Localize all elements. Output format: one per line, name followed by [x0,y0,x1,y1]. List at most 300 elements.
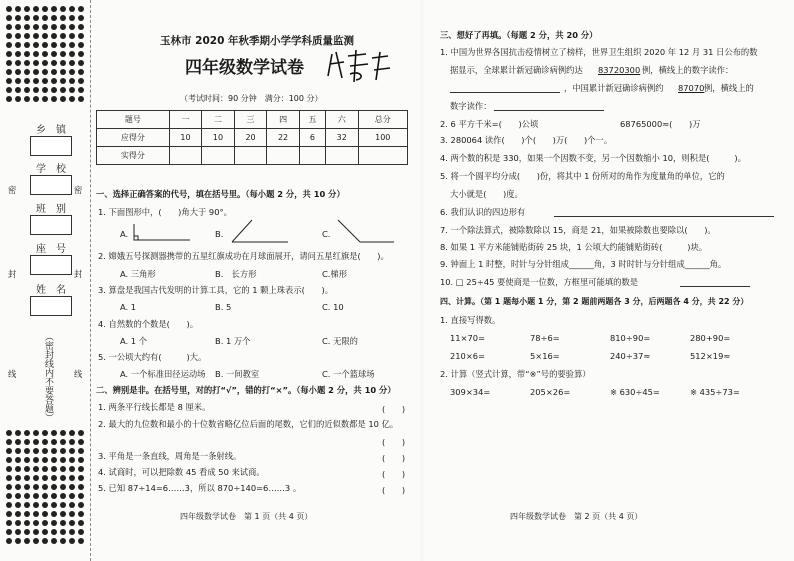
decorative-dot [78,511,84,517]
decorative-dot [69,87,75,93]
decorative-dot [78,520,84,526]
score-input[interactable] [326,147,359,165]
decorative-dot [51,493,57,499]
table-cell: 二 [202,111,235,129]
decorative-dot [78,538,84,544]
s1-q3-opt-b[interactable]: B. 5 [215,302,232,312]
decorative-dot [78,484,84,490]
decorative-dot [51,33,57,39]
calc-item: 280+90= [690,333,731,343]
decorative-dot [15,6,21,12]
s2-item-5: 5. 已知 87÷14=6……3，所以 870÷140=6……3 。 [98,483,302,493]
score-table-actual-row [97,147,408,165]
page-footer-right: 四年级数学试卷 第 2 页（共 4 页） [510,512,643,521]
s2-item-3: 3. 平角是一条直线，周角是一条射线。 [98,451,242,461]
seal-char-3: 线 [8,369,17,379]
decorative-dot [69,511,75,517]
decorative-dot [51,24,57,30]
s2-answer-5[interactable]: ( ) [382,485,406,495]
decorative-dot [78,42,84,48]
s1-q1-opt-c[interactable]: C. [322,229,331,239]
decorative-dot [78,466,84,472]
decorative-dot [42,502,48,508]
decorative-dot [42,493,48,499]
decorative-dot [33,78,39,84]
decorative-dot [33,15,39,21]
decorative-dot [42,6,48,12]
s1-q1: 1. 下面图形中，( )角大于 90°。 [98,207,232,217]
calc-item: 205×26= [530,387,571,397]
decorative-dot [42,24,48,30]
table-cell: 实得分 [97,147,170,165]
decorative-dot [6,87,12,93]
decorative-dot [42,430,48,436]
decorative-dot [78,51,84,57]
table-cell: 总分 [358,111,407,129]
section4-heading: 四、计算。（第 1 题每小题 1 分，第 2 题前两题各 3 分，后两题各 4 分，共 22 分） [440,297,749,306]
s1-q5-opt-b[interactable]: B. 一间教室 [215,369,260,379]
decorative-dot [60,15,66,21]
s3-q1-line2b: 例，横线上的数字读作： [642,65,734,75]
class-field[interactable] [30,215,72,235]
decorative-dot [33,24,39,30]
decorative-dot [78,96,84,102]
seal-line [90,0,91,561]
s2-answer-4[interactable]: ( ) [382,469,406,479]
decorative-dot [42,51,48,57]
decorative-dot [60,96,66,102]
decorative-dot [69,96,75,102]
s3-q1-blank2[interactable] [494,110,604,111]
decorative-dot [24,87,30,93]
decorative-dot [51,6,57,12]
table-cell: 20 [234,129,267,147]
s1-q3-opt-a[interactable]: A. 1 [120,302,137,312]
decorative-dot [51,96,57,102]
decorative-dot [60,529,66,535]
decorative-dot [69,493,75,499]
decorative-dot [60,87,66,93]
decorative-dot [24,78,30,84]
section1-heading: 一、选择正确答案的代号，填在括号里。（每小题 2 分，共 10 分） [96,189,345,199]
decorative-dot [78,457,84,463]
s1-q4-opt-c[interactable]: C. 无限的 [322,336,358,346]
decorative-dot [51,78,57,84]
decorative-dot [60,448,66,454]
decorative-dot [51,538,57,544]
s1-q1-opt-b[interactable]: B. [215,229,224,239]
score-input[interactable] [202,147,235,165]
decorative-dot [69,51,75,57]
s3-q8: 8. 如果 1 平方米能铺贴街砖 25 块，1 公顷大约能铺贴街砖( )块。 [440,242,708,252]
decorative-dot [42,87,48,93]
decorative-dot [69,430,75,436]
table-cell: 6 [299,129,325,147]
signature-image [326,48,394,84]
table-cell: 10 [202,129,235,147]
seal-char-4: 密 [74,185,83,195]
decorative-dot [24,51,30,57]
s1-q2-opt-b[interactable]: B. 长方形 [215,269,257,279]
decorative-dot [51,42,57,48]
decorative-dot [33,51,39,57]
decorative-dot [15,448,21,454]
section2-heading: 二、辨别是非。在括号里，对的打“√”，错的打“×”。（每小题 2 分，共 10 分） [96,385,396,395]
s1-q3-opt-c[interactable]: C. 10 [322,302,344,312]
decorative-dot [15,69,21,75]
decorative-dot [6,6,12,12]
decorative-dot [33,69,39,75]
s3-q2b: 68765000≈( )万 [620,119,701,129]
decorative-dot [24,457,30,463]
decorative-dot [42,448,48,454]
calc-item: 5×16= [530,351,560,361]
s3-q9: 9. 钟面上 1 时整，时针与分针组成______角，3 时时针与分针组成______角。 [440,259,727,269]
s1-q2-opt-c[interactable]: C.梯形 [322,269,348,279]
table-cell: 五 [299,111,325,129]
decorative-dot [15,466,21,472]
decorative-dot [15,96,21,102]
decorative-dot [33,448,39,454]
decorative-dot [6,69,12,75]
decorative-dot [60,493,66,499]
decorative-dot [60,51,66,57]
calc-item: 210×6= [450,351,486,361]
decorative-dot [69,24,75,30]
decorative-dot [78,439,84,445]
s1-q3: 3. 算盘是我国古代发明的计算工具，它的 1 颗上珠表示( )。 [98,285,334,295]
decorative-dot [15,15,21,21]
decorative-dot [60,42,66,48]
decorative-dot [51,430,57,436]
seal-char-1: 密 [8,185,17,195]
decorative-dot [69,439,75,445]
decorative-dot [69,6,75,12]
decorative-dot [6,457,12,463]
s2-answer-2[interactable]: ( ) [382,437,406,447]
decorative-dot [33,457,39,463]
s1-q5-opt-c[interactable]: C. 一个篮球场 [322,369,375,379]
decorative-dot [6,42,12,48]
decorative-dot [51,439,57,445]
exam-title: 四年级数学试卷 [185,58,304,78]
decorative-dot [42,484,48,490]
decorative-dot [69,69,75,75]
decorative-dot [24,511,30,517]
decorative-dot [60,33,66,39]
score-input[interactable] [234,147,267,165]
table-cell: 10 [169,129,202,147]
decorative-dot [78,33,84,39]
s1-q2: 2. 嫦娥五号探测器携带的五星红旗成功在月球面展开，请问五星红旗是( )。 [98,251,389,261]
decorative-dot [6,439,12,445]
side-label-township: 乡 镇 [36,125,66,136]
decorative-dot [60,6,66,12]
decorative-dot [42,69,48,75]
table-cell: 六 [326,111,359,129]
decorative-dot [6,475,12,481]
decorative-dot [33,475,39,481]
s3-q1-number1: 83720300 [598,65,641,75]
decorative-dot [33,520,39,526]
section3-heading: 三、想好了再填。（每题 2 分，共 20 分） [440,30,598,40]
decorative-dot [33,439,39,445]
name-field[interactable] [30,296,72,316]
decorative-dot [24,33,30,39]
decorative-dot [33,484,39,490]
calc-item: 11×70= [450,333,486,343]
s1-q4-opt-b[interactable]: B. 1 万个 [215,336,251,346]
decorative-dot [33,493,39,499]
decorative-dot [24,520,30,526]
exam-meta: （考试时间：90 分钟 满分：100 分） [180,94,323,103]
decorative-dot [60,439,66,445]
decorative-dot [69,60,75,66]
score-table-header-row [97,111,408,129]
decorative-dot [24,493,30,499]
decorative-dot [69,520,75,526]
s1-q1-opt-a[interactable]: A. [120,229,129,239]
decorative-dot [42,475,48,481]
decorative-dot [60,457,66,463]
calc-item: 240÷37≈ [610,351,651,361]
seat-field[interactable] [30,255,72,275]
decorative-dot [33,466,39,472]
table-cell: 四 [267,111,300,129]
decorative-dot [42,529,48,535]
decorative-dot [15,502,21,508]
decorative-dot [6,511,12,517]
decorative-dot [69,15,75,21]
decorative-dot [24,15,30,21]
decorative-dot [15,529,21,535]
decorative-dot [60,60,66,66]
decorative-dot [15,33,21,39]
decorative-dot [60,24,66,30]
decorative-dot [6,520,12,526]
s3-q1-line3: ，中国累计新冠确诊病例约 [564,83,664,93]
score-input[interactable] [358,147,407,165]
s4-sub1: 1. 直接写得数。 [440,315,501,325]
township-field[interactable] [30,136,72,156]
decorative-dot [51,51,57,57]
decorative-dot [51,60,57,66]
s3-q2: 2. 6 平方千米=( )公顷 [440,119,539,129]
decorative-dot [24,96,30,102]
side-label-class: 班 别 [36,204,66,215]
decorative-dot [69,529,75,535]
decorative-dot [51,502,57,508]
decorative-dot [24,430,30,436]
decorative-dot [60,484,66,490]
s2-item-4: 4. 试商时，可以把除数 45 看成 50 来试商。 [98,467,265,477]
table-cell: 应得分 [97,129,170,147]
decorative-dot [24,538,30,544]
s3-q1-blank1[interactable] [450,92,560,93]
table-cell: 题号 [97,111,170,129]
s2-item-2: 2. 最大的九位数和最小的十位数省略亿位后面的尾数，它们的近似数都是 10 亿。 [98,419,399,429]
decorative-dot [69,457,75,463]
s3-q1-line3b: 例，横线上的 [704,83,754,93]
decorative-dot [24,60,30,66]
decorative-dot [24,529,30,535]
decorative-dot [42,60,48,66]
s2-item-1: 1. 两条平行线长都是 8 厘米。 [98,402,211,412]
decorative-dot [42,15,48,21]
s3-q4: 4. 两个数的积是 330，如果一个因数不变，另一个因数缩小 10，则积是( )。 [440,153,746,163]
s3-q10-blank[interactable] [680,286,750,287]
decorative-dot [6,15,12,21]
decorative-dot [78,502,84,508]
s2-answer-3[interactable]: ( ) [382,453,406,463]
table-cell: 三 [234,111,267,129]
decorative-dot [24,24,30,30]
decorative-dot [51,448,57,454]
decorative-dot [42,33,48,39]
s3-q6: 6. 我们认识的四边形有 [440,207,526,217]
s3-q1-line4: 数字读作： [450,101,492,111]
decorative-dot [60,520,66,526]
calc-item: ※ 630÷45= [610,387,660,397]
decorative-dot [33,96,39,102]
decorative-dot [15,493,21,499]
decorative-dot [78,430,84,436]
s1-q4: 4. 自然数的个数是( )。 [98,319,198,329]
decorative-dot [24,42,30,48]
decorative-dot [78,475,84,481]
decorative-dot [15,475,21,481]
angle-b-figure [230,216,290,244]
decorative-dot [69,42,75,48]
s1-q5-opt-a[interactable]: A. 一个标准田径运动场 [120,369,206,379]
school-field[interactable] [30,175,72,195]
decorative-dot [24,69,30,75]
s3-q6-blank[interactable] [554,216,774,217]
decorative-dot [51,520,57,526]
right-page [424,0,794,561]
decorative-dot [69,448,75,454]
decorative-dot [60,475,66,481]
decorative-dot [33,529,39,535]
exam-org-title: 玉林市 2020 年秋季期小学学科质量监测 [160,35,355,47]
decorative-dot [33,42,39,48]
decorative-dot [42,538,48,544]
decorative-dot [15,439,21,445]
decorative-dot [15,51,21,57]
decorative-dot [15,78,21,84]
calc-item: 309×34= [450,387,491,397]
decorative-dot [42,511,48,517]
s2-answer-1[interactable]: ( ) [382,404,406,414]
decorative-dot [33,502,39,508]
decorative-dot [78,493,84,499]
s3-q10: 10. □ 25÷45 要使商是一位数，方框里可能填的数是 [440,277,639,287]
decorative-dot [24,439,30,445]
decorative-dot [51,69,57,75]
decorative-dot [6,430,12,436]
decorative-dot [60,466,66,472]
decorative-dot [60,511,66,517]
decorative-dot [6,502,12,508]
decorative-dot [6,60,12,66]
decorative-dot [15,87,21,93]
decorative-dot [24,502,30,508]
decorative-dot [51,457,57,463]
decorative-dot [69,78,75,84]
side-label-seat: 座 号 [36,244,66,255]
decorative-dot [6,529,12,535]
decorative-dot [69,502,75,508]
decorative-dot [15,511,21,517]
decorative-dot [60,538,66,544]
decorative-dot [6,493,12,499]
page-footer-left: 四年级数学试卷 第 1 页（共 4 页） [180,512,313,521]
decorative-dot [78,15,84,21]
decorative-dot [78,60,84,66]
decorative-dot [6,538,12,544]
calc-item: 512×19≈ [690,351,731,361]
decorative-dot [78,78,84,84]
decorative-dot [6,51,12,57]
score-input[interactable] [169,147,202,165]
decorative-dot [60,69,66,75]
decorative-dot [60,502,66,508]
decorative-dot [42,439,48,445]
score-input[interactable] [299,147,325,165]
decorative-dot [6,78,12,84]
s3-q5-line1: 5. 将一个圆平均分成( )份，将其中 1 份所对的角作为度量角的单位，它的 [440,171,725,181]
decorative-dot [51,466,57,472]
decorative-dot [15,430,21,436]
decorative-dot [15,538,21,544]
decorative-dot [51,87,57,93]
decorative-dot [15,484,21,490]
calc-item: 810÷90= [610,333,651,343]
decorative-dot [15,520,21,526]
s1-q2-opt-a[interactable]: A. 三角形 [120,269,156,279]
decorative-dot [51,475,57,481]
decorative-dot [33,511,39,517]
decorative-dot [51,511,57,517]
decorative-dot [78,69,84,75]
decorative-dot [24,6,30,12]
decorative-dot [69,33,75,39]
s3-q5-line2: 大小就是( )度。 [450,189,523,199]
decorative-dot [78,6,84,12]
decorative-dot [60,78,66,84]
decorative-dot [78,87,84,93]
decorative-dot [78,448,84,454]
decorative-dot [33,6,39,12]
seal-char-2: 封 [8,269,17,279]
decorative-dot [69,538,75,544]
decorative-dot [15,24,21,30]
decorative-dot [33,87,39,93]
s4-sub2: 2. 计算（竖式计算，带“※”号的要验算） [440,369,591,379]
side-label-school: 学 校 [36,164,66,175]
decorative-dot [15,60,21,66]
seal-notice: （密封线内不要答题） [43,332,53,422]
decorative-dot [51,484,57,490]
s1-q4-opt-a[interactable]: A. 1 个 [120,336,148,346]
decorative-dot [6,484,12,490]
decorative-dot [6,448,12,454]
table-cell: 一 [169,111,202,129]
decorative-dot [24,466,30,472]
decorative-dot [42,457,48,463]
score-input[interactable] [267,147,300,165]
seal-char-5: 封 [74,269,83,279]
